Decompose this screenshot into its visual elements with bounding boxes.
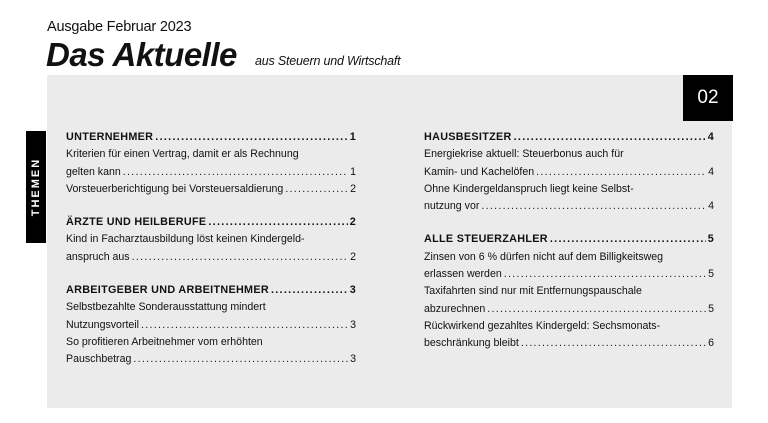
toc-section-heading-text: UNTERNEHMER [66,131,154,143]
toc-entry[interactable] [66,249,356,266]
toc-entry-line-text: Ohne Kindergeldanspruch liegt keine Selbst- [424,182,634,195]
toc-entry-text: Kamin- und Kachelöfen [424,165,535,178]
toc-entry-line-text: Taxifahrten sind nur mit Entfernungspauschale [424,285,642,298]
toc-section [66,214,356,266]
toc-section [66,129,356,198]
page-ref: 3 [349,284,356,297]
toc-entry-text: erlassen werden [424,268,502,281]
toc-entry-text: Vorsteuerberichtigung bei Vorsteuersaldierung [66,182,284,195]
newsletter-title: Das Aktuelle [46,36,237,73]
toc-section-heading[interactable] [66,214,356,231]
toc-entry[interactable] [66,181,356,198]
page-ref: 4 [707,131,714,143]
toc-entry-line[interactable] [424,283,714,300]
toc-entry[interactable] [424,335,714,352]
toc-entry-line-text: Energiekrise aktuell: Steuerbonus auch für [424,148,624,161]
toc-section [424,231,714,352]
leader-dots [123,164,348,181]
leader-dots [155,129,347,146]
toc-entry-text: gelten kann [66,165,121,178]
leader-dots [504,266,706,283]
toc-section [66,282,356,368]
toc-entry-line-text: Selbstbezahlte Sonderausstattung mindert [66,301,266,314]
page-ref: 6 [708,337,714,350]
toc-entry[interactable] [66,317,356,334]
toc-entry-line[interactable] [66,299,356,316]
leader-dots [481,198,706,215]
leader-dots [208,214,347,231]
toc-entry[interactable] [424,198,714,215]
page-ref: 4 [708,200,714,213]
leader-dots [536,164,706,181]
page-ref: 1 [350,165,356,178]
toc-entry[interactable] [424,301,714,318]
toc-entry-line-text: Kriterien für einen Vertrag, damit er als Rechnung [66,148,299,161]
page-ref: 5 [708,302,714,315]
page-ref: 3 [350,353,356,366]
leader-dots [514,129,706,146]
leader-dots [132,249,348,266]
toc-entry[interactable] [66,164,356,181]
leader-dots [133,351,348,368]
leader-dots [487,301,706,318]
toc-section-heading[interactable] [66,282,356,299]
page-ref: 2 [349,216,356,229]
toc-entry-line-text: So profitieren Arbeitnehmer vom erhöhten [66,335,263,348]
toc-section-heading-text: ARBEITGEBER UND ARBEITNEHMER [66,284,269,297]
page-ref: 4 [708,165,714,178]
toc-entry-line-text: Kind in Facharztausbildung löst keinen Kindergeld- [66,233,305,246]
contents-column-right [424,129,714,369]
newsletter-subtitle: aus Steuern und Wirtschaft [255,54,401,68]
themen-side-tab [26,131,46,243]
toc-entry-text: beschränkung bleibt [424,337,519,350]
issue-label: Ausgabe Februar 2023 [47,19,192,35]
toc-entry[interactable] [424,164,714,181]
toc-entry-text: Nutzungsvorteil [66,318,140,331]
leader-dots [141,317,348,334]
toc-entry[interactable] [66,351,356,368]
toc-section [424,129,714,215]
toc-section-heading-text: HAUSBESITZER [424,131,512,143]
toc-entry-line[interactable] [424,318,714,335]
page-ref: 3 [350,318,356,331]
toc-section-heading-text: ÄRZTE UND HEILBERUFE [66,216,207,229]
toc-section-heading[interactable] [424,231,714,248]
leader-dots [285,181,348,198]
toc-section-heading[interactable] [424,129,714,146]
toc-entry-text: anspruch aus [66,250,130,263]
toc-section-heading-text: ALLE STEUERZAHLER [424,233,548,246]
toc-entry-text: nutzung vor [424,200,480,213]
toc-entry-text: Pauschbetrag [66,353,132,366]
toc-entry-line-text: Zinsen von 6 % dürfen nicht auf dem Billigkeitsweg [424,250,664,263]
leader-dots [550,231,706,248]
page-number-badge: 02 [683,75,733,121]
toc-entry-line[interactable] [66,334,356,351]
page-ref: 5 [707,233,714,246]
toc-entry-line[interactable] [424,146,714,163]
toc-entry-line[interactable] [66,231,356,248]
toc-entry[interactable] [424,266,714,283]
toc-entry-line-text: Rückwirkend gezahltes Kindergeld: Sechsmonats- [424,319,661,332]
page-ref: 5 [708,268,714,281]
contents-column-left [66,129,356,385]
page-ref: 2 [350,250,356,263]
page-ref: 1 [349,131,356,143]
leader-dots [521,335,706,352]
leader-dots [271,282,348,299]
toc-entry-line[interactable] [424,181,714,198]
toc-entry-line[interactable] [66,146,356,163]
page-ref: 2 [350,182,356,195]
toc-entry-text: abzurechnen [424,302,486,315]
toc-entry-line[interactable] [424,249,714,266]
toc-section-heading[interactable] [66,129,356,146]
side-tab-label: THEMEN [30,157,42,217]
